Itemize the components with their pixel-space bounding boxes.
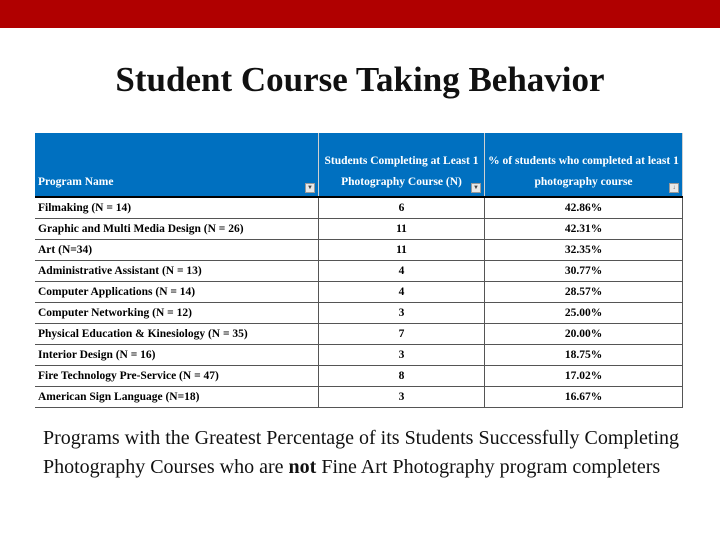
table-row bbox=[35, 324, 683, 345]
program-name-cell: Graphic and Multi Media Design (N = 26) bbox=[35, 219, 319, 240]
percent-cell: 18.75% bbox=[485, 345, 683, 366]
percent-cell: 16.67% bbox=[485, 387, 683, 408]
header-percent bbox=[485, 133, 683, 197]
program-name-cell: Interior Design (N = 16) bbox=[35, 345, 319, 366]
program-table bbox=[35, 133, 683, 408]
caption-emphasis: not bbox=[288, 456, 317, 478]
program-name-cell: Computer Networking (N = 12) bbox=[35, 303, 319, 324]
percent-cell: 30.77% bbox=[485, 261, 683, 282]
percent-cell: 42.86% bbox=[485, 197, 683, 219]
count-cell: 7 bbox=[319, 324, 485, 345]
table-row bbox=[35, 197, 683, 219]
program-name-cell: Administrative Assistant (N = 13) bbox=[35, 261, 319, 282]
percent-cell: 28.57% bbox=[485, 282, 683, 303]
program-name-cell: American Sign Language (N=18) bbox=[35, 387, 319, 408]
table-row bbox=[35, 240, 683, 261]
caption-text: Programs with the Greatest Percentage of its Students Successfully Completing Photography Courses who are bbox=[43, 427, 679, 478]
program-name-cell: Fire Technology Pre-Service (N = 47) bbox=[35, 366, 319, 387]
table-row bbox=[35, 387, 683, 408]
percent-cell: 17.02% bbox=[485, 366, 683, 387]
header-label: Program Name bbox=[38, 176, 114, 188]
table-row bbox=[35, 303, 683, 324]
count-cell: 4 bbox=[319, 282, 485, 303]
count-cell: 11 bbox=[319, 219, 485, 240]
slide-caption bbox=[43, 424, 720, 482]
filter-dropdown-icon[interactable]: ▼ bbox=[471, 183, 481, 193]
filter-dropdown-icon[interactable]: ▼ bbox=[305, 183, 315, 193]
count-cell: 3 bbox=[319, 387, 485, 408]
percent-cell: 42.31% bbox=[485, 219, 683, 240]
header-label: % of students who completed at least 1 photography course bbox=[488, 155, 679, 188]
table-row bbox=[35, 261, 683, 282]
count-cell: 8 bbox=[319, 366, 485, 387]
count-cell: 6 bbox=[319, 197, 485, 219]
slide-title: Student Course Taking Behavior bbox=[115, 60, 605, 99]
percent-cell: 20.00% bbox=[485, 324, 683, 345]
count-cell: 4 bbox=[319, 261, 485, 282]
caption-text-end: Fine Art Photography program completers bbox=[316, 456, 661, 478]
count-cell: 3 bbox=[319, 345, 485, 366]
table-header-row bbox=[35, 133, 683, 197]
percent-cell: 25.00% bbox=[485, 303, 683, 324]
count-cell: 3 bbox=[319, 303, 485, 324]
header-label: Students Completing at Least 1 Photography Course (N) bbox=[324, 155, 479, 188]
program-name-cell: Art (N=34) bbox=[35, 240, 319, 261]
program-name-cell: Physical Education & Kinesiology (N = 35) bbox=[35, 324, 319, 345]
header-students-completing bbox=[319, 133, 485, 197]
count-cell: 11 bbox=[319, 240, 485, 261]
table-row bbox=[35, 219, 683, 240]
header-program-name bbox=[35, 133, 319, 197]
top-bar bbox=[0, 0, 720, 28]
program-name-cell: Computer Applications (N = 14) bbox=[35, 282, 319, 303]
percent-cell: 32.35% bbox=[485, 240, 683, 261]
table-row bbox=[35, 282, 683, 303]
program-name-cell: Filmaking (N = 14) bbox=[35, 197, 319, 219]
sort-filter-icon[interactable]: ↓ bbox=[669, 183, 679, 193]
table-row bbox=[35, 345, 683, 366]
table-row bbox=[35, 366, 683, 387]
